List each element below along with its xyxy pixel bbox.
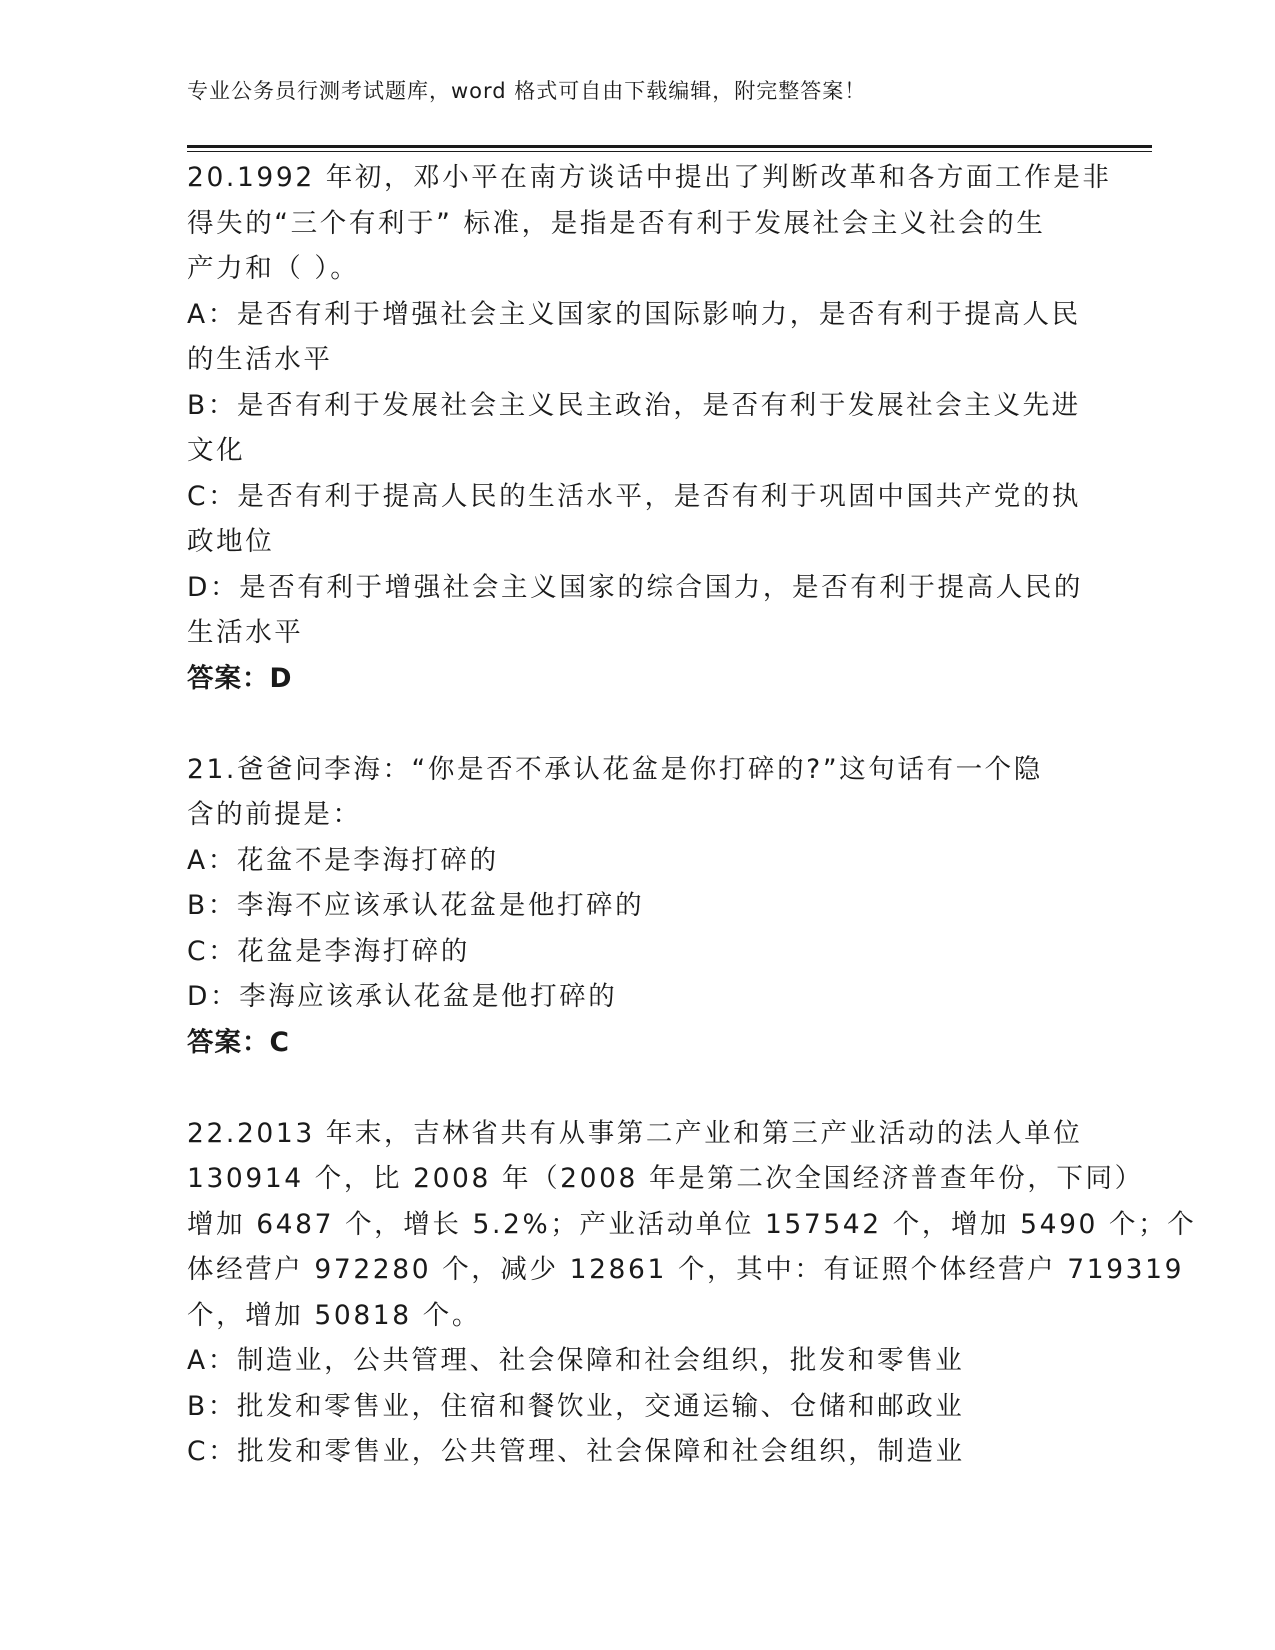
option-a: A：是否有利于增强社会主义国家的国际影响力，是否有利于提高人民 [187,298,1081,330]
answer-label: 答案：D [187,662,293,694]
question-stem-line: 得失的“三个有利于” 标准，是指是否有利于发展社会主义社会的生 [187,207,1046,239]
header-rule-thin [187,151,1152,152]
option-d-continued: 生活水平 [187,617,304,648]
question-stem-line: 个，增加 50818 个。 [187,1299,481,1331]
header-note: 专业公务员行测考试题库，word 格式可自由下载编辑，附完整答案！ [187,79,867,103]
question-spacer [187,1065,1087,1111]
option-b: B：李海不应该承认花盆是他打碎的 [187,890,645,921]
header-rule-thick [187,145,1152,148]
option-c: C：批发和零售业，公共管理、社会保障和社会组织，制造业 [187,1436,965,1467]
option-d: D：是否有利于增强社会主义国家的综合国力，是否有利于提高人民的 [187,571,1084,603]
option-d: D：李海应该承认花盆是他打碎的 [187,981,618,1012]
option-b: B：批发和零售业，住宿和餐饮业，交通运输、仓储和邮政业 [187,1390,965,1422]
question-stem-line: 含的前提是： [187,799,362,830]
question-stem-line: 体经营户 972280 个，减少 12861 个，其中：有证照个体经营户 719319 [187,1254,1185,1285]
question-stem-line: 增加 6487 个，增长 5.2%；产业活动单位 157542 个，增加 5490 个；个 [187,1208,1197,1240]
option-a: A：花盆不是李海打碎的 [187,844,499,876]
question-20 [187,155,1112,701]
option-c-continued: 政地位 [187,526,275,557]
option-c: C：花盆是李海打碎的 [187,935,471,967]
option-c: C：是否有利于提高人民的生活水平，是否有利于巩固中国共产党的执 [187,480,1082,512]
question-stem-line: 21.爸爸问李海：“你是否不承认花盆是你打碎的?”这句话有一个隐 [187,753,1043,785]
question-21 [187,747,1087,1066]
question-spacer [187,701,1087,747]
question-stem-line: 130914 个，比 2008 年（2008 年是第二次全国经济普查年份，下同） [187,1163,1144,1194]
option-a-continued: 的生活水平 [187,344,333,375]
question-list [187,155,1197,1475]
question-stem-line: 22.2013 年末，吉林省共有从事第二产业和第三产业活动的法人单位 [187,1117,1083,1149]
question-stem-line: 产力和（ ）。 [187,253,360,284]
option-a: A：制造业，公共管理、社会保障和社会组织，批发和零售业 [187,1345,965,1376]
question-22 [187,1111,1197,1475]
option-b: B：是否有利于发展社会主义民主政治，是否有利于发展社会主义先进 [187,389,1081,421]
question-stem-line: 20.1992 年初，邓小平在南方谈话中提出了判断改革和各方面工作是非 [187,162,1112,193]
option-b-continued: 文化 [187,435,246,466]
answer-label: 答案：C [187,1026,290,1058]
